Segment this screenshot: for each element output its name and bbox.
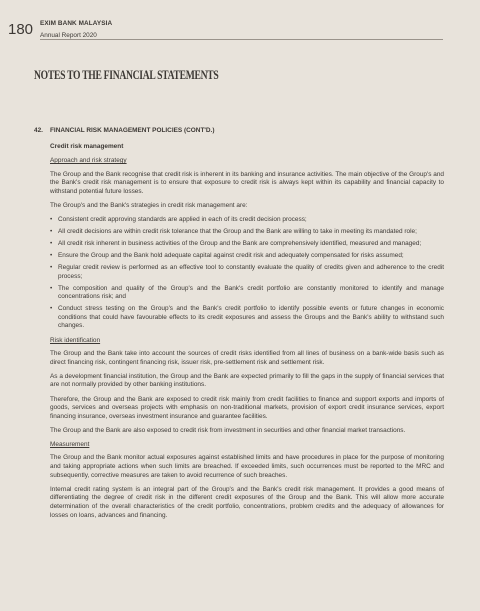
list-item: • Ensure the Group and the Bank hold adequate capital against credit risk and adequately compensated for risks assumed; <box>50 252 444 261</box>
section-title: NOTES TO THE FINANCIAL STATEMENTS <box>34 67 219 82</box>
note-body <box>50 143 444 521</box>
list-item: • The composition and quality of the Group's and the Bank's credit portfolio are constantly monitored to identify and manage concentrations risk; and <box>50 285 444 302</box>
list-item: • Consistent credit approving standards are applied in each of its credit decision process; <box>50 216 444 225</box>
paragraph: The Group and the Bank recognise that credit risk is inherent in its banking and insurance activities. The main objective of the Group's and the Bank's credit risk management is to ensure that exposure to credit risk is always kept within its capability and financial capacity to withstand potential future losses. <box>50 170 444 195</box>
paragraph: Therefore, the Group and the Bank are exposed to credit risk mainly from credit facilities to finance and support exports and imports of goods, services and overseas projects with emphasis on non-traditional markets, provision of export credit insurance services, export financing insurance, overseas investment insurance and guarantee facilities. <box>50 395 444 420</box>
strategies-list <box>50 216 444 331</box>
identification-heading: Risk identification <box>50 336 101 344</box>
organization-name: EXIM BANK MALAYSIA <box>40 20 113 27</box>
approach-heading: Approach and risk strategy <box>50 157 127 165</box>
paragraph: The Group and the Bank are also exposed to credit risk from investment in securities and other financial market transactions. <box>50 426 406 434</box>
measurement-heading: Measurement <box>50 440 90 448</box>
paragraph: Internal credit rating system is an integral part of the Group's and the Bank's credit risk management. It provides a good means of differentiating the degree of credit risk in the different credit exposures of the Group and the Bank. This will allow more accurate determination of the overall characteristics of the credit portfolio, concentrations, problem credits and the adequacy of allowances for losses on loans, advances and financing. <box>50 485 444 519</box>
paragraph: The Group and the Bank take into account the sources of credit risks identified from all lines of business on a bank-wide basis such as direct financing risk, contingent financing risk, issuer risk, pre-settlement risk and settlement risk. <box>50 350 444 366</box>
report-name: Annual Report 2020 <box>40 32 97 39</box>
list-item: • All credit decisions are within credit risk tolerance that the Group and the Bank are willing to take in meeting its mandated role; <box>50 228 444 237</box>
note-heading <box>34 127 444 136</box>
paragraph: The Group's and the Bank's strategies in credit risk management are: <box>50 202 248 210</box>
list-item: • Conduct stress testing on the Group's and the Bank's credit portfolio to identify possible events or future changes in economic conditions that could have favourable effects to its credit exposures and assess the Groups and the Bank's ability to withstand such changes. <box>50 305 444 331</box>
note-content <box>34 127 444 526</box>
note-title: FINANCIAL RISK MANAGEMENT POLICIES (CONT'D.) <box>50 127 215 134</box>
credit-risk-subheading: Credit risk management <box>50 142 124 150</box>
list-item: • Regular credit review is performed as an effective tool to constantly evaluate the quality of credits given and adherence to the credit process; <box>50 264 444 281</box>
note-number: 42. <box>34 127 43 134</box>
page-number: 180 <box>8 21 34 38</box>
paragraph: As a development financial institution, the Group and the Bank are expected primarily to fill the gaps in the supply of financial services that are not normally provided by other banking institutions. <box>50 372 444 389</box>
list-item: • All credit risk inherent in business activities of the Group and the Bank are comprehensively identified, measured and managed; <box>50 240 444 249</box>
paragraph: The Group and the Bank monitor actual exposures against established limits and have procedures in place for the purpose of monitoring and taking appropriate actions when such limits are breached. If exceeded limits, such occurrences must be reported to the MRC and subsequently, corrective measures are taken to avoid recurrence of such breaches. <box>50 454 444 479</box>
header-divider <box>40 39 443 40</box>
